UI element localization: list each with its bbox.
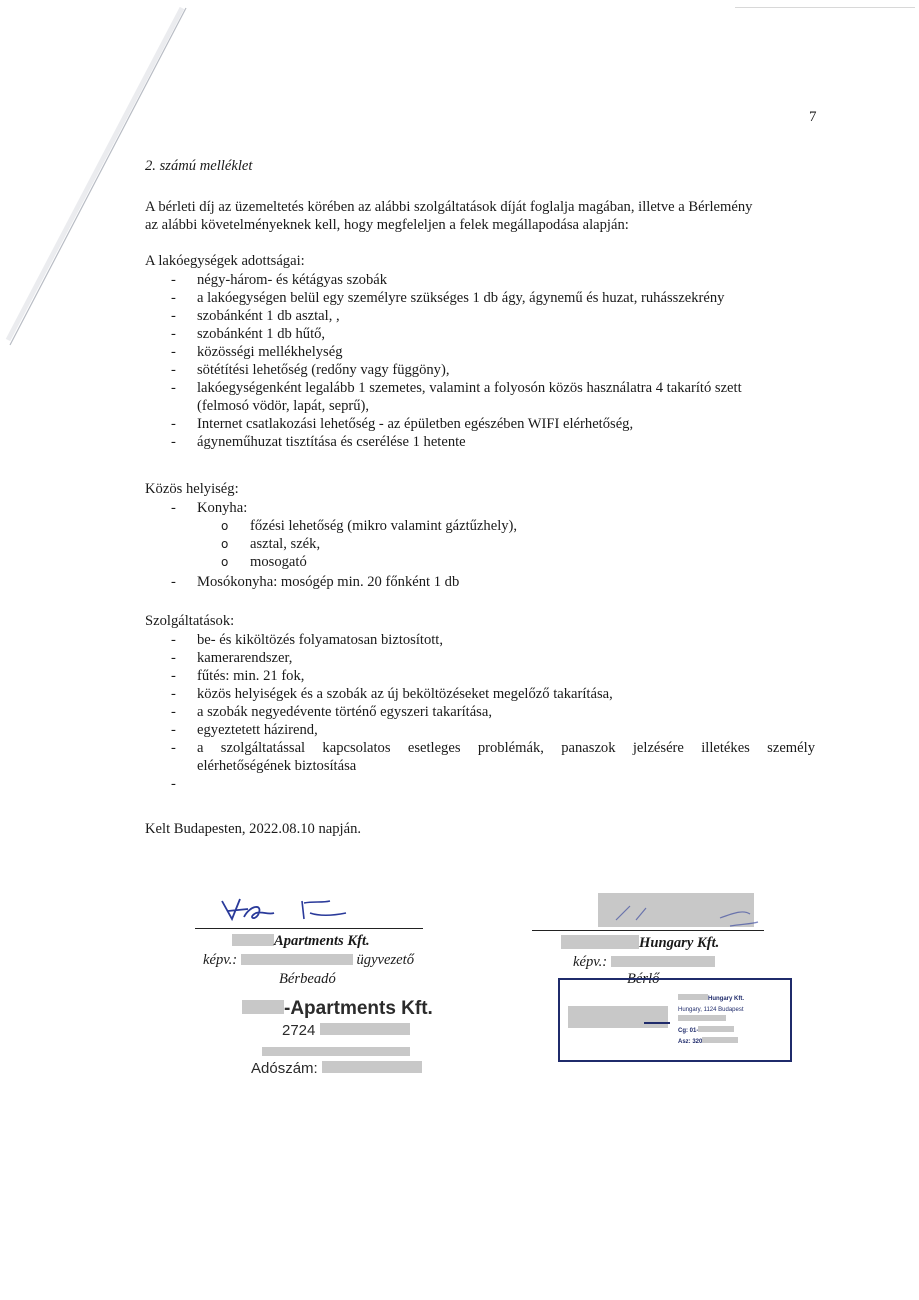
signature-line-right [532, 930, 764, 931]
stamp-left-address-redacted [262, 1043, 410, 1061]
lessee-representative: képv.: [573, 953, 715, 971]
signature-right [610, 898, 760, 932]
list-item: - egyeztetett házirend, [171, 722, 318, 738]
stamp-right [558, 978, 792, 1062]
stamp-right-cg: Cg: 01- [678, 1026, 734, 1036]
top-edge-line [735, 7, 915, 8]
signature-left [218, 893, 358, 927]
list-item: - be- és kiköltözés folyamatosan biztosított, [171, 632, 444, 648]
common-list [145, 499, 247, 517]
list-item: - Mosókonyha: mosógép min. 20 főnként 1 db [171, 574, 460, 590]
stamp-right-asz: Asz: 320 [678, 1037, 738, 1047]
list-item: - Konyha: [171, 500, 248, 516]
redacted-block [678, 1015, 726, 1021]
redacted-block [611, 956, 715, 967]
sub-list-item: o főzési lehetőség (mikro valamint gáztűzhely), [221, 518, 518, 534]
intro-line-2: az alábbi követelményeknek kell, hogy megfeleljen a felek megállapodása alapján: [145, 217, 629, 233]
lessor-role: Bérbeadó [279, 971, 336, 987]
redacted-block [242, 1000, 284, 1014]
list-item-continuation: (felmosó vödör, lapát, seprű), [197, 398, 370, 414]
redacted-block [241, 954, 353, 965]
list-item: - Internet csatlakozási lehetőség - az épületben egészében WIFI elérhetőség, [171, 416, 634, 432]
intro-paragraph [145, 198, 752, 234]
page-number: 7 [809, 109, 817, 125]
laundry-list [145, 573, 459, 591]
annex-title: 2. számú melléklet [145, 158, 253, 174]
list-item: - szobánként 1 db asztal, , [171, 308, 340, 324]
redacted-block [320, 1023, 410, 1035]
lessor-representative: képv.: ügyvezető [203, 952, 415, 968]
list-item: - sötétítési lehetőség (redőny vagy függöny), [171, 362, 450, 378]
redacted-block [232, 934, 274, 946]
kitchen-sublist [145, 517, 517, 571]
stamp-right-addr2 [678, 1015, 726, 1025]
lessee-role: Bérlő [627, 971, 660, 987]
sub-list-item: o mosogató [221, 554, 307, 570]
stamp-right-company: Hungary Kft. [678, 994, 744, 1004]
stamp-mark [644, 1022, 670, 1024]
stamp-left-tax: Adószám: [251, 1060, 422, 1077]
list-item-continuation: elérhetőségének biztosítása [197, 758, 357, 774]
list-item: - kamerarendszer, [171, 650, 293, 666]
redacted-block [561, 935, 639, 949]
list-item: - a lakóegységen belül egy személyre szükséges 1 db ágy, ágynemű és huzat, ruhásszekrény [171, 290, 725, 306]
redacted-block [678, 994, 708, 1000]
list-item: - a szolgáltatással kapcsolatos esetleges problémák, panaszok jelzésére illetékes személy [171, 740, 815, 756]
list-item: - lakóegységenként legalább 1 szemetes, valamint a folyosón közös használatra 4 takarító szett [171, 380, 742, 396]
list-item: - négy-három- és kétágyas szobák [171, 272, 388, 288]
sub-list-item: o asztal, szék, [221, 536, 321, 552]
redacted-block [702, 1037, 738, 1043]
list-item: - közös helyiségek és a szobák az új beköltözéseket megelőző takarítása, [171, 686, 613, 702]
list-item: - szobánként 1 db hűtő, [171, 326, 326, 342]
stamp-left-name: -Apartments Kft. [242, 998, 433, 1020]
redacted-block [698, 1026, 734, 1032]
list-item: - közösségi mellékhelység [171, 344, 343, 360]
stamp-left-postcode: 2724 [282, 1022, 410, 1039]
lessor-company: Apartments Kft. [232, 932, 370, 950]
redacted-block [568, 1006, 668, 1028]
units-list [145, 271, 742, 451]
stamp-right-address: Hungary, 1124 Budapest [678, 1007, 744, 1013]
services-list: - be- és kiköltözés folyamatosan biztosított, - kamerarendszer, - fűtés: min. 21 fok, - közös helyiségek és a szobák az új beköltözéseket megelőző takarítása, - a szobák negyedévente történő egyszeri takarítása, - egyeztetett házirend, - a szolgáltatással kapcsolatos esetleges problémák, panaszok jelzésére illetékes személy elérhetőségének biztosítása - [145, 631, 815, 775]
redacted-block [262, 1047, 410, 1056]
list-item: - ágyneműhuzat tisztítása és cserélése 1 hetente [171, 434, 466, 450]
redacted-block [322, 1061, 422, 1073]
units-heading: A lakóegységek adottságai: [145, 253, 305, 269]
services-heading: Szolgáltatások: [145, 613, 235, 629]
signature-line-left [195, 928, 423, 929]
list-item: - fűtés: min. 21 fok, [171, 668, 305, 684]
date-line: Kelt Budapesten, 2022.08.10 napján. [145, 821, 362, 837]
list-item: - a szobák negyedévente történő egyszeri takarítása, [171, 704, 492, 720]
common-heading: Közös helyiség: [145, 481, 239, 497]
lessee-company: Hungary Kft. [561, 934, 719, 952]
intro-line-1: A bérleti díj az üzemeltetés körében az alábbi szolgáltatások díját foglalja magában, illetve a Bérlemény [145, 199, 753, 215]
